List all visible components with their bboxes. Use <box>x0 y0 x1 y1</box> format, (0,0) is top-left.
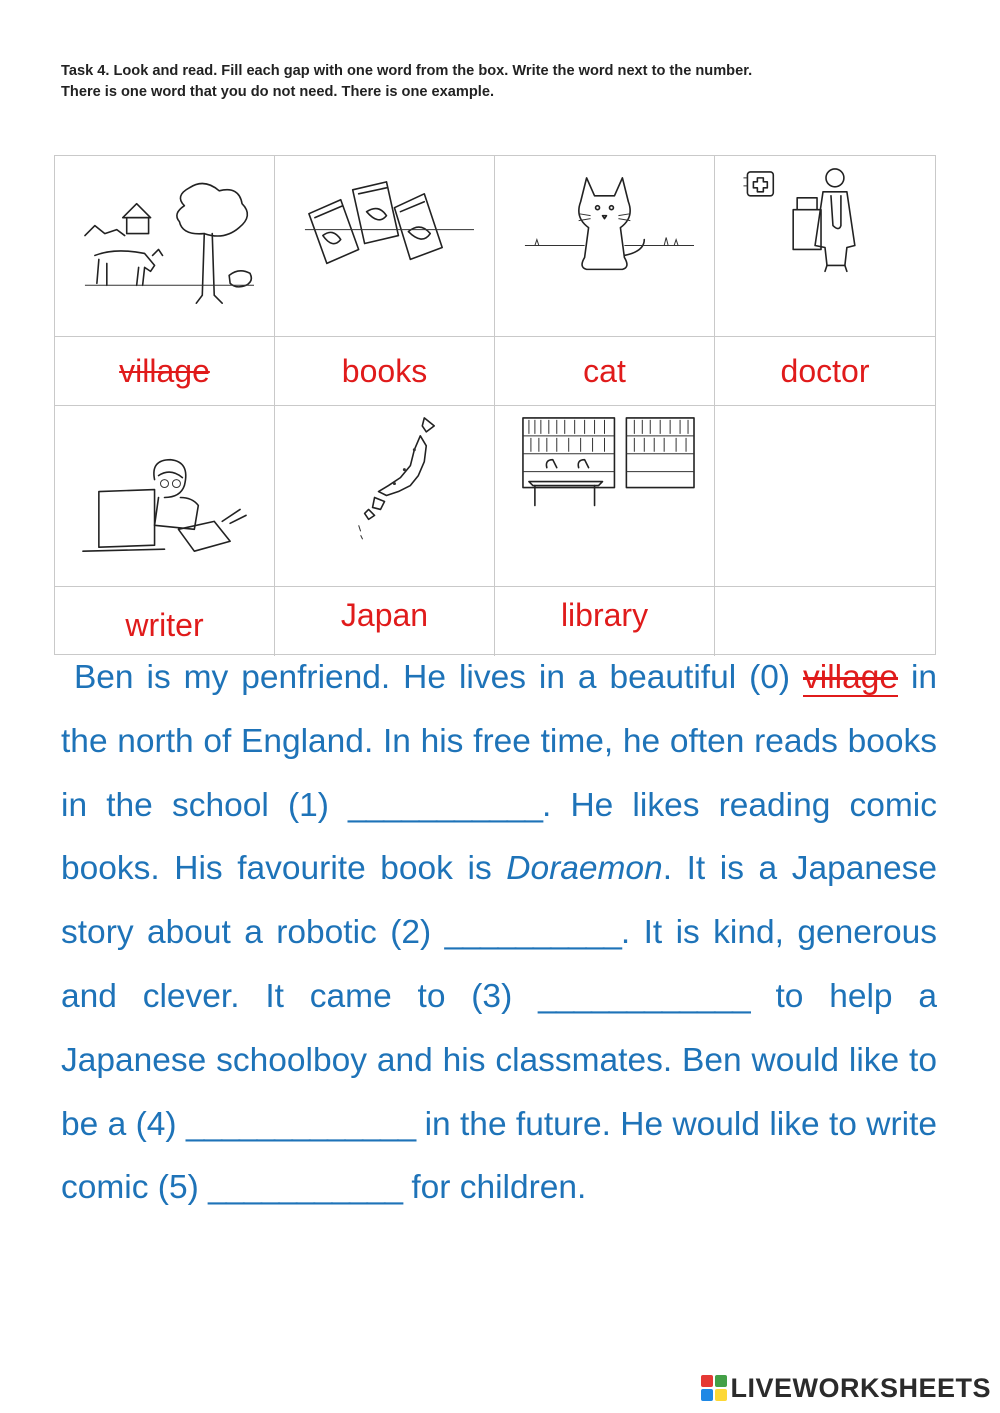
gap-number-4: (4) <box>135 1105 177 1143</box>
answer-gap-3[interactable]: ____________ <box>538 977 750 1015</box>
answer-gap-5[interactable]: ___________ <box>208 1169 403 1207</box>
passage-text: to help a Japanese schoolboy and his classmates. Ben would like to be a <box>61 977 938 1143</box>
instructions-line-1: Task 4. Look and read. Fill each gap with one word from the box. Write the word next to the number. <box>61 63 753 79</box>
instructions-line-2: There is one word that you do not need. There is one example. <box>61 84 495 100</box>
passage-text: . It is kind, generous and clever. It came to <box>61 914 938 1015</box>
word-option: doctor <box>780 352 870 389</box>
gap-number-2: (2) <box>390 914 432 952</box>
doctor-picture <box>715 156 935 337</box>
passage-text: in the future. He would like to write comic <box>61 1105 938 1207</box>
word-cell-2 <box>275 337 495 406</box>
word-option: cat <box>583 352 626 389</box>
answer-gap-1[interactable]: ___________ <box>348 786 542 824</box>
passage-text: for children. <box>411 1169 587 1207</box>
passage-text: . He likes reading comic books. His favourite book is <box>61 786 937 888</box>
task-instructions <box>61 61 941 103</box>
liveworksheets-logo[interactable] <box>701 1373 991 1403</box>
reading-passage <box>61 646 937 1220</box>
word-option: writer <box>125 607 204 643</box>
passage-text: . It is a Japanese story about a robotic <box>61 850 937 952</box>
word-cell-3 <box>495 337 715 406</box>
gap-number-0: (0) <box>749 659 791 696</box>
book-title: Doraemon <box>506 850 663 888</box>
word-option: books <box>341 352 428 389</box>
word-option: library <box>560 597 649 633</box>
japan-map-picture <box>275 406 495 587</box>
village-picture <box>55 156 275 337</box>
books-picture <box>275 156 495 337</box>
word-box-table <box>54 155 936 655</box>
cat-picture <box>495 156 715 337</box>
word-cell-1 <box>55 337 275 406</box>
gap-number-1: (1) <box>287 786 329 824</box>
answer-gap-4[interactable]: _____________ <box>185 1105 416 1143</box>
example-answer: village <box>803 659 898 696</box>
logo-squares-icon <box>701 1375 727 1401</box>
library-picture <box>495 406 715 587</box>
logo-text: LIVEWORKSHEETS <box>730 1372 991 1403</box>
empty-picture-cell <box>715 406 935 587</box>
writer-picture <box>55 406 275 587</box>
example-word: village <box>119 352 210 389</box>
passage-text: Ben is my penfriend. He lives in a beautiful <box>73 659 737 696</box>
word-cell-4 <box>715 337 935 406</box>
answer-gap-2[interactable]: __________ <box>444 914 621 952</box>
gap-number-3: (3) <box>471 977 513 1015</box>
word-option: Japan <box>340 597 429 633</box>
passage-text: in the north of England. In his free time, he often reads books in the school <box>61 659 938 824</box>
gap-number-5: (5) <box>157 1169 199 1207</box>
